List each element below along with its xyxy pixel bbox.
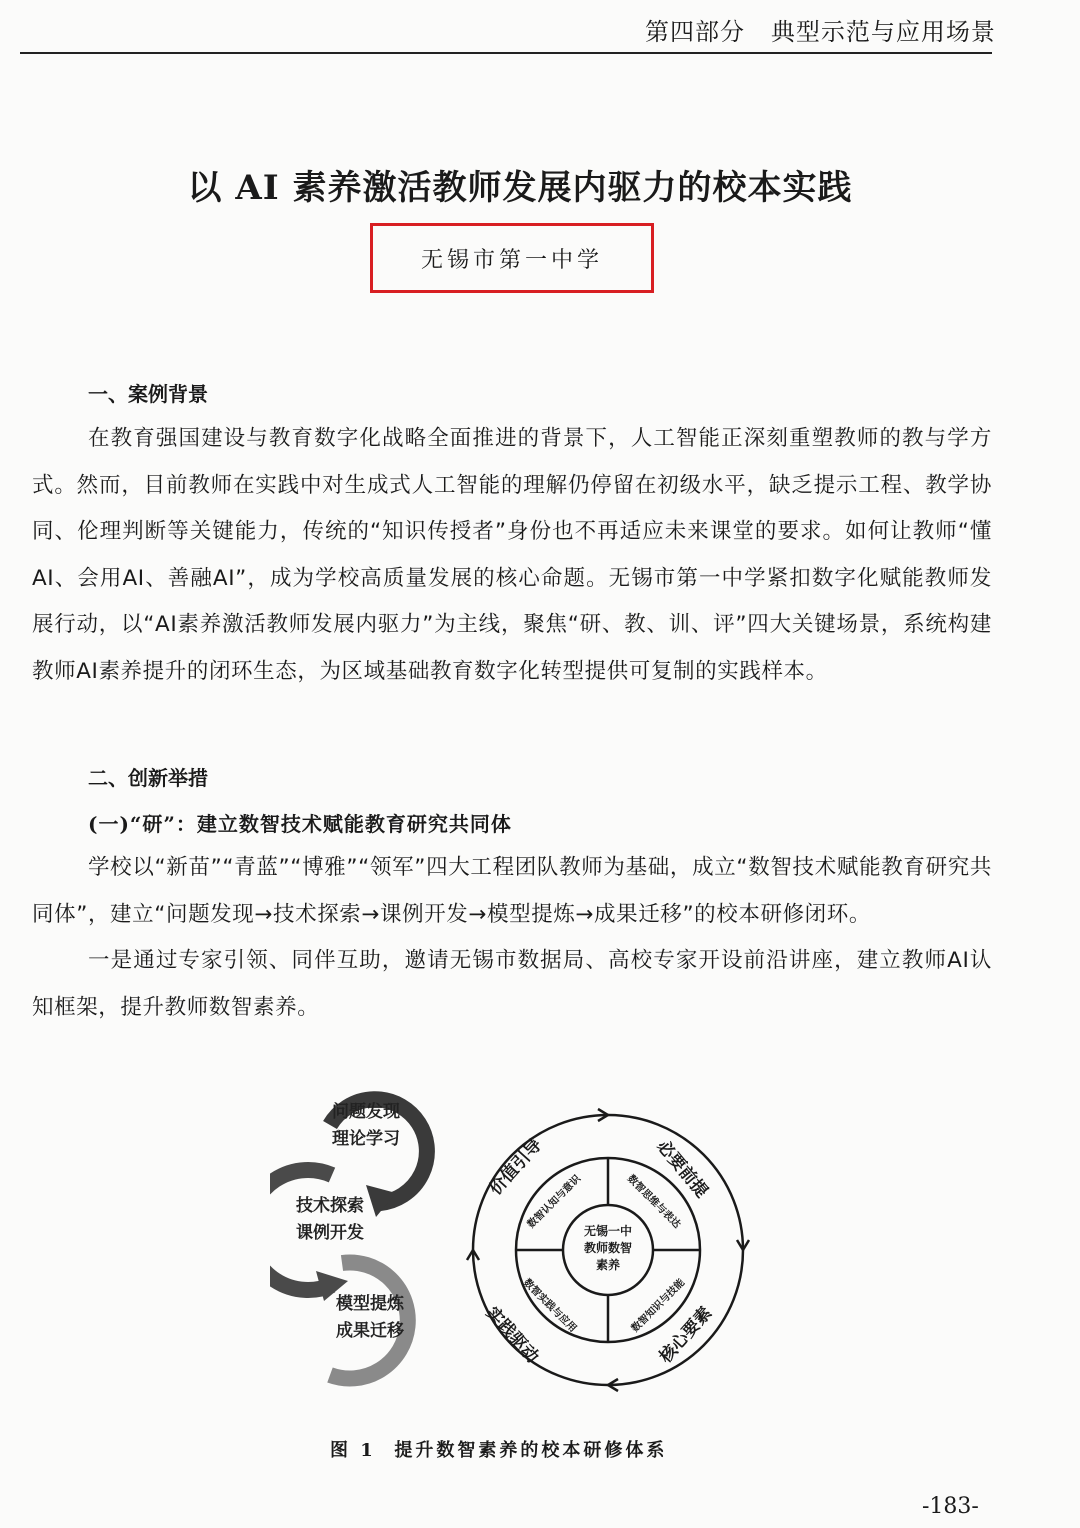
article-author: 无锡市第一中学 bbox=[420, 247, 603, 273]
article-title: 以 AI 素养激活教师发展内驱力的校本实践 bbox=[187, 168, 853, 208]
spiral-step-1: 问题发现 理论学习 bbox=[332, 1102, 400, 1149]
header-rule bbox=[20, 52, 992, 54]
inner-quadrant-3: 数智知识与技能 bbox=[629, 1277, 688, 1335]
outer-label-core-element: 核心要素 bbox=[655, 1303, 717, 1368]
section-heading-innovation: 二、创新举措 bbox=[88, 766, 208, 790]
outer-label-practice-driven: 实践驱动 bbox=[481, 1303, 543, 1368]
section-heading-background: 一、案例背景 bbox=[88, 382, 208, 406]
page-number: -183- bbox=[922, 1494, 979, 1519]
outer-label-value-guidance: 价值引导 bbox=[485, 1135, 547, 1200]
paragraph-background: 在教育强国建设与教育数字化战略全面推进的背景下，人工智能正深刻重塑教师的教与学方式。然而，目前教师在实践中对生成式人工智能的理解仍停留在初级水平，缺乏提示工程、教学协同、伦理判断等关键能力，传统的“知识传授者”身份也不再适应未来课堂的要求。如何让教师“懂AI、会用AI、善融AI”，成为学校高质量发展的核心命题。无锡市第一中学紧扣数字化赋能教师发展行动，以“AI素养激活教师发展内驱力”为主线，聚焦“研、教、训、评”四大关键场景，系统构建教师AI素养提升的闭环生态，为区域基础教育数字化转型提供可复制的实践样本。 bbox=[32, 426, 992, 684]
figure-1 bbox=[270, 1085, 750, 1405]
paragraph-research-community: 学校以“新苗”“青蓝”“博雅”“领军”四大工程团队教师为基础，成立“数智技术赋能教育研究共同体”，建立“问题发现→技术探索→课例开发→模型提炼→成果迁移”的校本研修闭环。 bbox=[32, 855, 992, 927]
spiral-step-3: 模型提炼 成果迁移 bbox=[336, 1294, 404, 1341]
inner-quadrant-2: 数智思维与表达 bbox=[624, 1173, 683, 1231]
outer-label-prerequisite: 必要前提 bbox=[652, 1136, 712, 1202]
running-header-section: 典型示范与应用场景 bbox=[770, 18, 996, 46]
running-header bbox=[645, 12, 996, 47]
subsection-heading-research: (一)“研”：建立数智技术赋能教育研究共同体 bbox=[88, 812, 512, 836]
spiral-step-2: 技术探索 课例开发 bbox=[296, 1196, 364, 1243]
paragraph-expert-guidance: 一是通过专家引领、同伴互助，邀请无锡市数据局、高校专家开设前沿讲座，建立教师AI认知框架，提升教师数智素养。 bbox=[32, 948, 992, 1020]
ring-center-label: 无锡一中 教师数智 素养 bbox=[583, 1224, 632, 1272]
running-header-part: 第四部分 bbox=[645, 18, 745, 46]
inner-quadrant-1: 数智认知与意识 bbox=[525, 1173, 584, 1231]
figure-caption: 图 1 提升数智素养的校本研修体系 bbox=[330, 1440, 668, 1461]
inner-quadrant-4: 数智实践与应用 bbox=[520, 1277, 579, 1335]
author-highlight-box bbox=[370, 223, 654, 293]
